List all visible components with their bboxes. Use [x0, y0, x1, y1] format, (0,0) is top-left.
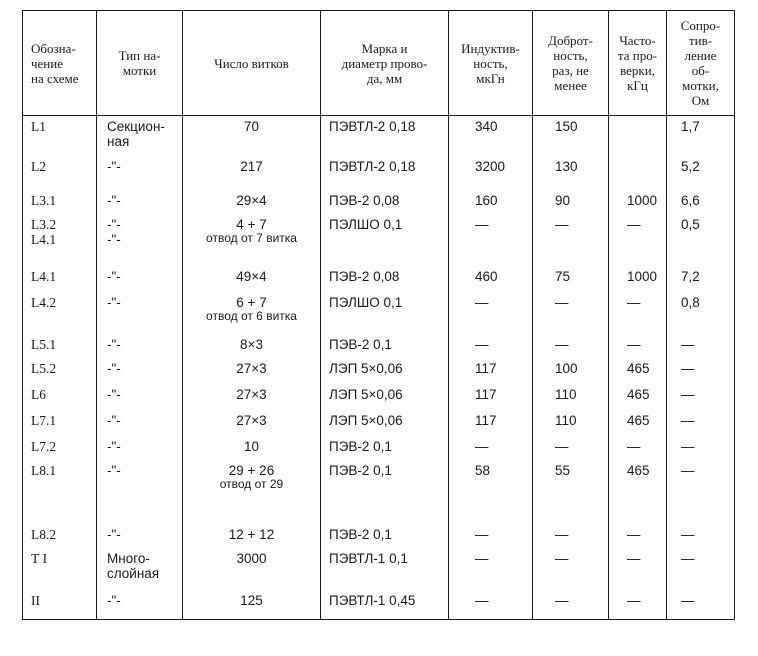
cell-wire [321, 460, 449, 524]
table-row [23, 214, 735, 266]
cell-winding-type-text: -"- [107, 462, 121, 478]
cell-resistance-text: — [681, 412, 695, 428]
cell-winding-type-text: -"- [107, 412, 121, 428]
cell-turns-text: 12 + 12 [228, 526, 275, 542]
cell-winding-type [97, 590, 183, 620]
cell-turns-text: 49×4 [236, 268, 267, 284]
cell-wire-text: ПЭЛШО 0,1 [329, 216, 403, 232]
cell-frequency-text: 465 [627, 360, 650, 376]
cell-frequency [609, 190, 667, 214]
cell-turns [183, 334, 321, 358]
cell-designation-text: L4.2 [31, 294, 57, 310]
header-designation: Обозна- чение на схеме [23, 11, 97, 116]
header-row [23, 11, 735, 116]
cell-inductance-text: 117 [475, 360, 497, 376]
cell-designation [23, 590, 97, 620]
cell-turns [183, 548, 321, 590]
cell-winding-type-text: -"- [107, 360, 121, 376]
cell-wire-text: ПЭВ-2 0,1 [329, 336, 392, 352]
cell-wire-text: ЛЭП 5×0,06 [329, 386, 403, 402]
cell-resistance [667, 524, 735, 548]
cell-wire [321, 156, 449, 190]
cell-turns [183, 410, 321, 436]
cell-resistance-text: — [681, 592, 695, 608]
cell-resistance [667, 460, 735, 524]
cell-turns [183, 524, 321, 548]
cell-frequency-text: — [627, 526, 641, 542]
cell-designation-text: II [31, 592, 40, 608]
table-row [23, 548, 735, 590]
cell-winding-type [97, 436, 183, 460]
table-row [23, 590, 735, 620]
cell-winding-type-text: -"- [107, 294, 121, 310]
table-row [23, 460, 735, 524]
cell-designation-text: L7.1 [31, 412, 57, 428]
cell-turns-text: 3000 [236, 550, 267, 566]
cell-q-factor [533, 410, 609, 436]
cell-frequency-text: — [627, 438, 641, 454]
cell-frequency [609, 292, 667, 334]
cell-inductance-text: 58 [475, 462, 491, 478]
cell-inductance-text: — [475, 438, 489, 454]
coil-winding-table [22, 10, 735, 620]
cell-resistance [667, 292, 735, 334]
cell-frequency-text: — [627, 216, 641, 232]
cell-inductance [449, 334, 533, 358]
cell-inductance [449, 384, 533, 410]
cell-frequency [609, 548, 667, 590]
table-row [23, 116, 735, 156]
cell-designation [23, 292, 97, 334]
cell-turns-text: 29 + 26 [228, 462, 275, 478]
cell-designation-text: L8.1 [31, 462, 57, 478]
cell-designation-text: L3.2 L4.1 [31, 216, 57, 247]
cell-inductance-text: 160 [475, 192, 498, 208]
cell-winding-type-text: -"- [107, 526, 121, 542]
cell-wire [321, 410, 449, 436]
cell-inductance [449, 548, 533, 590]
cell-wire [321, 190, 449, 214]
cell-q-factor-text: — [555, 592, 569, 608]
cell-inductance [449, 266, 533, 292]
cell-wire [321, 334, 449, 358]
cell-wire-text: ПЭВ-2 0,08 [329, 268, 400, 284]
cell-turns [183, 460, 321, 524]
cell-designation-text: L2 [31, 158, 46, 174]
cell-q-factor [533, 214, 609, 266]
cell-inductance [449, 156, 533, 190]
cell-q-factor-text: — [555, 294, 569, 310]
cell-wire [321, 292, 449, 334]
cell-q-factor-text: 55 [555, 462, 571, 478]
cell-inductance [449, 410, 533, 436]
cell-designation-text: Т I [31, 550, 48, 566]
table-row [23, 524, 735, 548]
table-row [23, 190, 735, 214]
cell-resistance [667, 334, 735, 358]
cell-frequency [609, 524, 667, 548]
cell-frequency [609, 214, 667, 266]
cell-inductance-text: 3200 [475, 158, 506, 174]
cell-q-factor-text: 110 [555, 412, 577, 428]
cell-inductance-text: — [475, 336, 489, 352]
cell-winding-type [97, 410, 183, 436]
cell-turns-text: 10 [243, 438, 260, 454]
cell-q-factor-text: 130 [555, 158, 578, 174]
cell-wire-text: ПЭВТЛ-1 0,1 [329, 550, 408, 566]
cell-q-factor-text: — [555, 526, 569, 542]
cell-designation [23, 266, 97, 292]
cell-wire [321, 436, 449, 460]
cell-designation-text: L7.2 [31, 438, 57, 454]
cell-wire [321, 358, 449, 384]
cell-resistance-text: — [681, 550, 695, 566]
cell-inductance-text: 117 [475, 412, 497, 428]
cell-frequency [609, 156, 667, 190]
cell-wire-text: ПЭВТЛ-2 0,18 [329, 119, 416, 134]
cell-resistance [667, 214, 735, 266]
cell-inductance-text: 340 [475, 119, 498, 134]
cell-winding-type [97, 214, 183, 266]
cell-designation [23, 436, 97, 460]
cell-designation [23, 214, 97, 266]
cell-resistance [667, 410, 735, 436]
cell-winding-type [97, 524, 183, 548]
table-row [23, 156, 735, 190]
cell-turns [183, 384, 321, 410]
cell-designation-text: L5.2 [31, 360, 57, 376]
header-frequency: Часто- та про- верки, кГц [609, 11, 667, 116]
table-row [23, 292, 735, 334]
cell-frequency-text: 465 [627, 412, 650, 428]
table-row [23, 358, 735, 384]
cell-inductance-text: 117 [475, 386, 497, 402]
cell-frequency [609, 590, 667, 620]
cell-frequency-text: 465 [627, 462, 650, 478]
cell-resistance [667, 358, 735, 384]
cell-turns-text: 6 + 7 [236, 294, 267, 310]
cell-turns-note: отвод от 6 витка [206, 308, 297, 323]
header-resistance: Сопро- тив- ление об- мотки, Ом [667, 11, 735, 116]
cell-designation-text: L1 [31, 119, 46, 134]
cell-frequency-text: 465 [627, 386, 650, 402]
header-wire: Марка и диаметр прово- да, мм [321, 11, 449, 116]
cell-winding-type-text: -"- [107, 268, 121, 284]
cell-designation [23, 548, 97, 590]
cell-wire [321, 384, 449, 410]
cell-resistance-text: — [681, 438, 695, 454]
cell-turns [183, 116, 321, 156]
cell-inductance [449, 116, 533, 156]
cell-q-factor [533, 266, 609, 292]
cell-wire-text: ЛЭП 5×0,06 [329, 412, 403, 428]
cell-wire [321, 116, 449, 156]
cell-winding-type-text: Секцион- ная [107, 119, 165, 149]
cell-turns-text: 4 + 7 [236, 216, 267, 232]
cell-turns-text: 217 [240, 158, 263, 174]
cell-q-factor-text: — [555, 216, 569, 232]
table-row [23, 384, 735, 410]
cell-resistance [667, 266, 735, 292]
cell-inductance [449, 460, 533, 524]
cell-q-factor [533, 436, 609, 460]
cell-inductance-text: — [475, 294, 489, 310]
cell-winding-type-text: -"- [107, 158, 121, 174]
cell-resistance-text: 5,2 [681, 158, 700, 174]
cell-wire [321, 590, 449, 620]
cell-resistance [667, 384, 735, 410]
cell-designation-text: L6 [31, 386, 46, 402]
cell-resistance-text: 7,2 [681, 268, 700, 284]
cell-wire [321, 524, 449, 548]
cell-frequency [609, 436, 667, 460]
cell-winding-type [97, 384, 183, 410]
cell-resistance-text: — [681, 386, 695, 402]
cell-designation [23, 156, 97, 190]
cell-wire [321, 266, 449, 292]
cell-q-factor [533, 384, 609, 410]
cell-winding-type-text: -"- [107, 336, 121, 352]
cell-turns [183, 358, 321, 384]
cell-designation-text: L4.1 [31, 268, 57, 284]
cell-designation-text: L8.2 [31, 526, 57, 542]
cell-frequency [609, 116, 667, 156]
cell-q-factor [533, 334, 609, 358]
cell-q-factor [533, 292, 609, 334]
cell-winding-type-text: Много- слойная [107, 550, 160, 581]
cell-winding-type [97, 358, 183, 384]
cell-designation-text: L3.1 [31, 192, 57, 208]
cell-turns [183, 156, 321, 190]
cell-designation [23, 358, 97, 384]
cell-designation [23, 190, 97, 214]
cell-frequency [609, 384, 667, 410]
cell-turns-text: 27×3 [236, 412, 267, 428]
cell-winding-type-text: -"- [107, 592, 121, 608]
cell-frequency-text: 1000 [627, 192, 658, 208]
cell-inductance-text: — [475, 526, 489, 542]
cell-designation [23, 116, 97, 156]
cell-turns [183, 266, 321, 292]
table-row [23, 266, 735, 292]
cell-frequency-text: — [627, 592, 641, 608]
cell-resistance-text: 0,8 [681, 294, 700, 310]
cell-wire [321, 214, 449, 266]
cell-frequency [609, 410, 667, 436]
cell-wire-text: ПЭВ-2 0,1 [329, 462, 392, 478]
cell-turns [183, 292, 321, 334]
cell-q-factor-text: 90 [555, 192, 571, 208]
cell-frequency-text: — [627, 336, 641, 352]
cell-winding-type [97, 266, 183, 292]
cell-resistance-text: — [681, 462, 695, 478]
cell-frequency [609, 460, 667, 524]
cell-turns-text: 70 [243, 119, 260, 134]
cell-frequency [609, 358, 667, 384]
cell-resistance [667, 436, 735, 460]
cell-wire-text: ПЭВ-2 0,1 [329, 526, 392, 542]
cell-inductance [449, 436, 533, 460]
cell-frequency-text: 1000 [627, 268, 658, 284]
cell-resistance-text: — [681, 360, 695, 376]
cell-q-factor [533, 156, 609, 190]
cell-frequency [609, 334, 667, 358]
cell-wire [321, 548, 449, 590]
cell-inductance [449, 292, 533, 334]
cell-turns-text: 8×3 [240, 336, 263, 352]
cell-winding-type [97, 334, 183, 358]
cell-resistance [667, 548, 735, 590]
cell-winding-type-text: -"- [107, 386, 121, 402]
cell-resistance [667, 116, 735, 156]
cell-turns-text: 125 [240, 592, 263, 608]
cell-wire-text: ПЭЛШО 0,1 [329, 294, 403, 310]
cell-designation [23, 384, 97, 410]
cell-resistance [667, 156, 735, 190]
table-body [23, 116, 735, 620]
cell-winding-type [97, 460, 183, 524]
cell-turns [183, 436, 321, 460]
cell-turns-text: 27×3 [236, 386, 267, 402]
cell-wire-text: ПЭВТЛ-2 0,18 [329, 158, 416, 174]
cell-frequency-text: — [627, 294, 641, 310]
cell-q-factor-text: 100 [555, 360, 578, 376]
cell-winding-type-text: -"- [107, 438, 121, 454]
cell-q-factor-text: — [555, 438, 569, 454]
cell-turns-text: 29×4 [236, 192, 267, 208]
cell-turns-note: отвод от 29 [219, 476, 284, 491]
cell-resistance-text: — [681, 336, 695, 352]
cell-frequency-text: — [627, 550, 641, 566]
cell-resistance [667, 590, 735, 620]
cell-inductance [449, 358, 533, 384]
cell-turns [183, 590, 321, 620]
cell-inductance-text: — [475, 216, 489, 232]
cell-resistance-text: 6,6 [681, 192, 700, 208]
cell-q-factor [533, 548, 609, 590]
cell-inductance-text: — [475, 550, 489, 566]
cell-q-factor [533, 524, 609, 548]
header-inductance: Индуктив- ность, мкГн [449, 11, 533, 116]
table-row [23, 410, 735, 436]
cell-wire-text: ПЭВ-2 0,08 [329, 192, 400, 208]
cell-q-factor-text: — [555, 550, 569, 566]
cell-q-factor [533, 358, 609, 384]
cell-q-factor [533, 590, 609, 620]
cell-turns [183, 190, 321, 214]
cell-frequency [609, 266, 667, 292]
cell-wire-text: ПЭВТЛ-1 0,45 [329, 592, 416, 608]
cell-designation [23, 460, 97, 524]
cell-q-factor-text: 110 [555, 386, 577, 402]
cell-q-factor-text: 150 [555, 119, 578, 134]
cell-inductance [449, 590, 533, 620]
cell-resistance-text: 0,5 [681, 216, 700, 232]
cell-inductance [449, 214, 533, 266]
cell-wire-text: ЛЭП 5×0,06 [329, 360, 403, 376]
cell-inductance-text: 460 [475, 268, 498, 284]
cell-turns [183, 214, 321, 266]
cell-winding-type-text: -"- [107, 192, 121, 208]
cell-inductance-text: — [475, 592, 489, 608]
cell-turns-text: 27×3 [236, 360, 267, 376]
cell-q-factor-text: — [555, 336, 569, 352]
cell-resistance [667, 190, 735, 214]
cell-resistance-text: 1,7 [681, 119, 700, 134]
cell-turns-note: отвод от 7 витка [206, 230, 297, 245]
cell-resistance-text: — [681, 526, 695, 542]
header-winding-type: Тип на- мотки [97, 11, 183, 116]
cell-winding-type-text: -"- -"- [107, 216, 121, 247]
cell-inductance [449, 524, 533, 548]
cell-inductance [449, 190, 533, 214]
table-row [23, 436, 735, 460]
cell-winding-type [97, 548, 183, 590]
document-page [22, 10, 734, 646]
cell-designation [23, 524, 97, 548]
cell-designation [23, 334, 97, 358]
cell-q-factor [533, 116, 609, 156]
header-turns: Число витков [183, 11, 321, 116]
cell-winding-type [97, 190, 183, 214]
cell-q-factor-text: 75 [555, 268, 571, 284]
cell-winding-type [97, 156, 183, 190]
cell-winding-type [97, 292, 183, 334]
cell-designation-text: L5.1 [31, 336, 57, 352]
table-row [23, 334, 735, 358]
cell-q-factor [533, 190, 609, 214]
header-q-factor: Доброт- ность, раз, не менее [533, 11, 609, 116]
cell-wire-text: ПЭВ-2 0,1 [329, 438, 392, 454]
cell-designation [23, 410, 97, 436]
cell-q-factor [533, 460, 609, 524]
cell-winding-type [97, 116, 183, 156]
